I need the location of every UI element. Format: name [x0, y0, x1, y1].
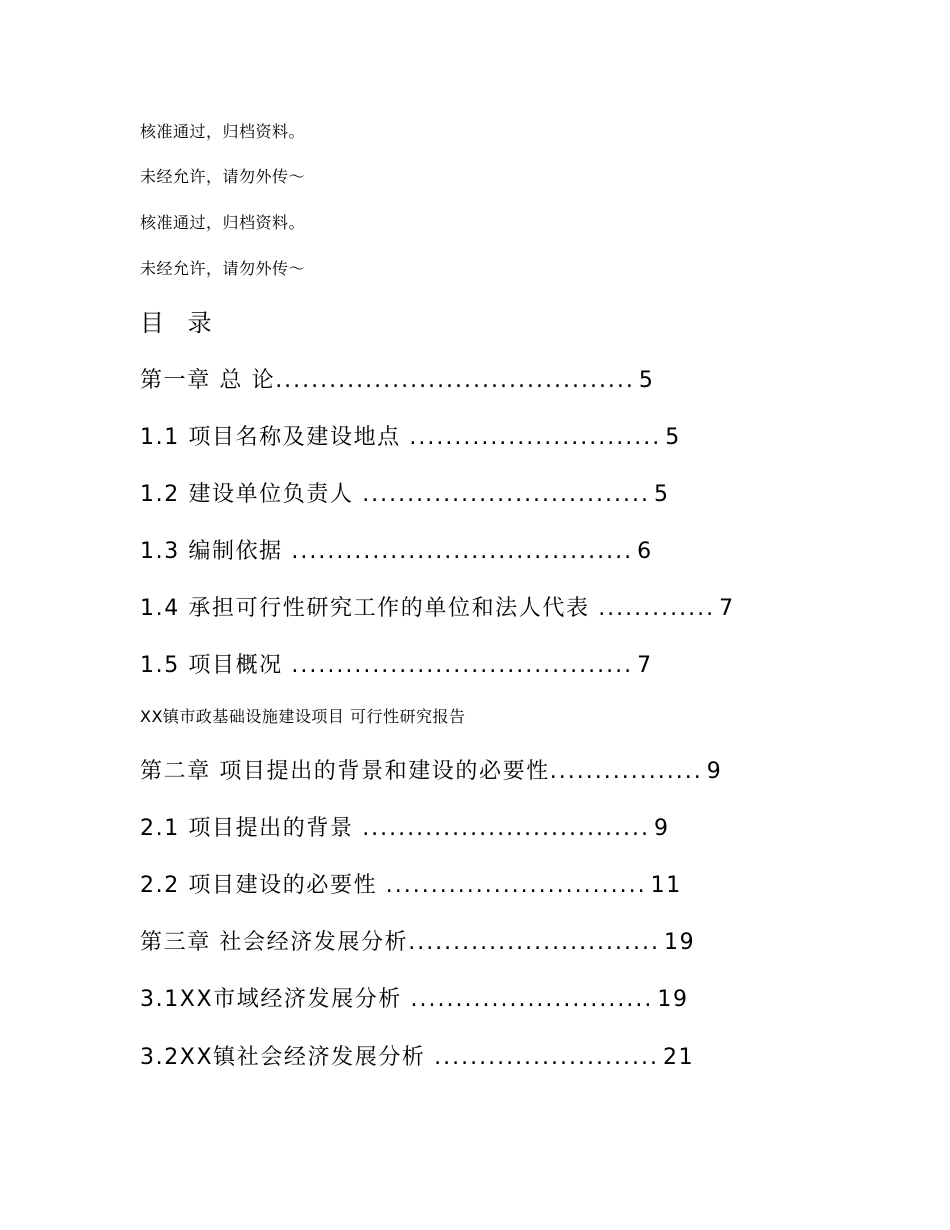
toc-leader-dots: .................: [549, 759, 703, 784]
toc-page-number: 9: [706, 759, 723, 784]
toc-entry-title: 2.2 项目建设的必要性: [140, 873, 386, 898]
toc-page-number: 9: [653, 816, 670, 841]
toc-entry-1-1[interactable]: [140, 420, 681, 451]
toc-entry-title: 3.2XX镇社会经济发展分析: [140, 1045, 435, 1070]
notice-line-3: 核准通过，归档资料。: [140, 213, 306, 232]
toc-page-number: 21: [662, 1045, 695, 1070]
toc-leader-dots: ......................................: [291, 539, 634, 564]
notice-line-4: 未经允许，请勿外传～: [140, 259, 306, 278]
toc-leader-dots: .............................: [385, 873, 647, 898]
toc-leader-dots: .........................: [434, 1045, 659, 1070]
toc-leader-dots: ............................: [408, 930, 661, 955]
toc-entry-1-2[interactable]: [140, 477, 670, 508]
toc-entry-chapter-3[interactable]: [140, 925, 695, 956]
running-header: XX镇市政基础设施建设项目 可行性研究报告: [140, 707, 466, 726]
toc-page-number: 11: [650, 873, 682, 898]
toc-entry-chapter-1[interactable]: [140, 363, 655, 394]
toc-page-number: 5: [638, 368, 655, 393]
toc-entry-title: 第三章 社会经济发展分析: [140, 930, 409, 955]
toc-entry-title: 1.3 编制依据: [140, 539, 292, 564]
notice-line-1: 核准通过，归档资料。: [140, 122, 306, 141]
toc-entry-chapter-2[interactable]: [140, 754, 722, 785]
toc-leader-dots: ............................: [409, 425, 662, 450]
toc-entry-title: 1.2 建设单位负责人: [140, 482, 363, 507]
toc-leader-dots: ......................................: [291, 653, 634, 678]
toc-entry-title: 2.1 项目提出的背景: [140, 816, 363, 841]
toc-leader-dots: ...........................: [410, 987, 654, 1012]
toc-entry-2-2[interactable]: [140, 868, 682, 899]
toc-entry-title: 1.1 项目名称及建设地点: [140, 425, 410, 450]
toc-page-number: 7: [637, 653, 653, 678]
toc-entry-title: 第二章 项目提出的背景和建设的必要性: [140, 759, 550, 784]
toc-page-number: 6: [637, 539, 653, 564]
toc-entry-1-3[interactable]: [140, 534, 653, 565]
toc-entry-title: 3.1XX市域经济发展分析: [140, 987, 411, 1012]
toc-entry-1-5[interactable]: [140, 648, 653, 679]
toc-leader-dots: ................................: [362, 482, 650, 507]
toc-entry-1-4[interactable]: [140, 591, 735, 622]
toc-entry-title: 1.4 承担可行性研究工作的单位和法人代表: [140, 596, 599, 621]
toc-leader-dots: ................................: [362, 816, 650, 841]
toc-page-number: 19: [664, 930, 696, 955]
toc-leader-dots: ........................................: [275, 368, 635, 393]
toc-page-number: 7: [719, 596, 735, 621]
toc-entry-title: 第一章 总 论: [140, 368, 276, 393]
toc-entry-title: 1.5 项目概况: [140, 653, 292, 678]
toc-page-number: 5: [653, 482, 670, 507]
toc-entry-3-2[interactable]: [140, 1040, 694, 1071]
toc-page-number: 19: [657, 987, 689, 1012]
toc-title: 目 录: [140, 309, 220, 337]
toc-leader-dots: .............: [598, 596, 716, 621]
toc-entry-2-1[interactable]: [140, 811, 670, 842]
toc-entry-3-1[interactable]: [140, 982, 689, 1013]
notice-line-2: 未经允许，请勿外传～: [140, 167, 306, 186]
toc-page-number: 5: [665, 425, 681, 450]
